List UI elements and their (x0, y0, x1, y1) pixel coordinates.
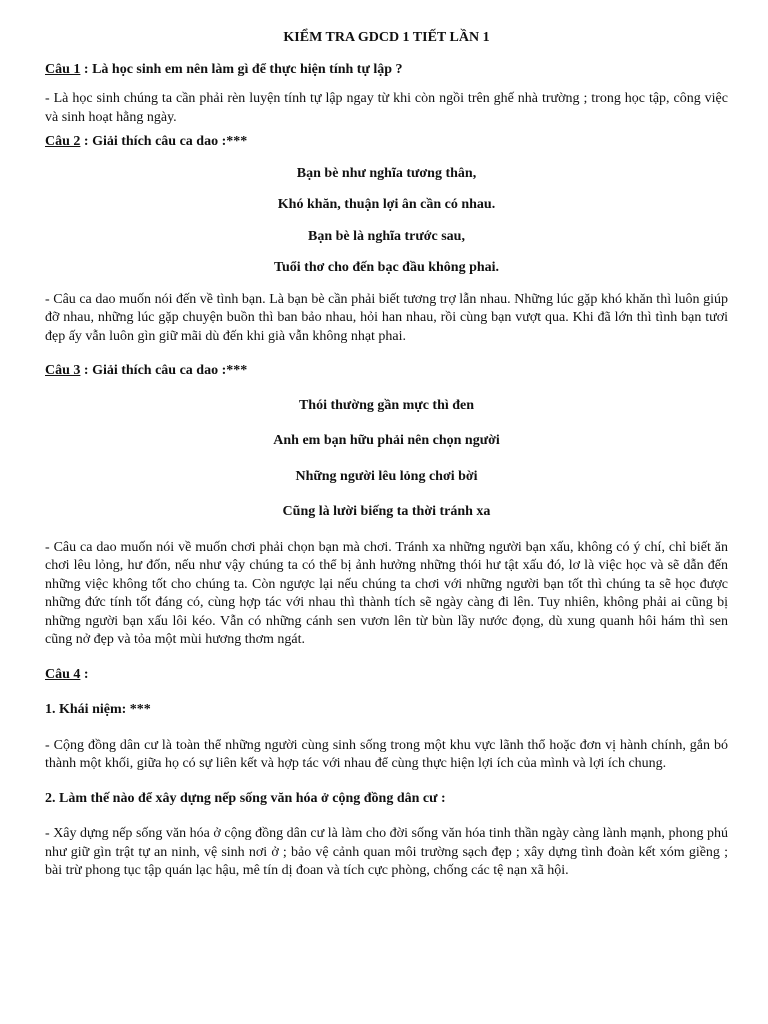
question-3-label: Câu 3 (45, 363, 81, 378)
question-2-answer: - Câu ca dao muốn nói đến về tình bạn. Là bạn bè cần phải biết tương trợ lẫn nhau. Những lúc gặp khó khăn thì luôn giúp đỡ nhau, những lúc gặp chuyện buồn thì ban bảo nhau, hỏi han nhau, rồi cùng bạn vượt qua. Khi đã lớn thì tình bạn tươi đẹp ấy vẫn luôn gìn giữ mãi dù đến khi già vẫn không nhạt phai. (45, 291, 728, 344)
question-3-text: : Giải thích câu ca dao :*** (80, 363, 248, 378)
poem-line: Cũng là lười biếng ta thời tránh xa (282, 504, 491, 519)
poem-line: Khó khăn, thuận lợi ân cần có nhau. (277, 197, 496, 212)
question-2-label: Câu 2 (45, 134, 81, 149)
question-1-heading (45, 61, 728, 80)
document-title: KIỂM TRA GDCD 1 TIẾT LẦN 1 (283, 30, 490, 45)
poem-line: Thói thường gần mực thì đen (298, 397, 475, 413)
question-4-heading (45, 666, 728, 685)
question-4-label: Câu 4 (45, 666, 81, 682)
question-4-text: : (80, 666, 89, 682)
poem-line: Những người lêu lỏng chơi bời (295, 468, 478, 484)
poem-line: Anh em bạn hữu phải nên chọn người (273, 433, 500, 448)
question-4-part-2-text: - Xây dựng nếp sống văn hóa ở cộng đồng dân cư là làm cho đời sống văn hóa tinh thần ngày càng lành mạnh, phong phú như giữ gìn trật tự an ninh, vệ sinh nơi ở ; bảo vệ cảnh quan môi trường sạch đẹp ; xây dựng tình đoàn kết xóm giềng ; bài trừ phong tục tập quán lạc hậu, mê tín dị đoan và tích cực phòng, chống các tệ nạn xã hội. (45, 826, 728, 878)
question-2-heading (45, 133, 728, 152)
question-1-label: Câu 1 (45, 61, 81, 77)
poem-line: Bạn bè như nghĩa tương thân, (296, 165, 477, 181)
question-2-text: : Giải thích câu ca dao :*** (80, 134, 248, 149)
question-3-heading (45, 362, 728, 381)
question-1-answer: - Là học sinh chúng ta cần phải rèn luyện tính tự lập ngay từ khi còn ngồi trên ghế nhà trường ; trong học tập, công việc và sinh hoạt hằng ngày. (45, 91, 728, 125)
question-1-text: : Là học sinh em nên làm gì để thực hiện tính tự lập ? (80, 61, 403, 77)
question-4-part-1-text: - Cộng đồng dân cư là toàn thể những người cùng sinh sống trong một khu vực lãnh thổ hoặc đơn vị hành chính, gắn bó thành một khối, giữa họ có sự liên kết và hợp tác với nhau để cùng thực hiện lợi ích của mình và lợi ích chung. (45, 737, 728, 771)
poem-line: Tuổi thơ cho đến bạc đầu không phai. (273, 260, 500, 275)
question-4-part-2-heading: 2. Làm thế nào để xây dựng nếp sống văn hóa ở cộng đồng dân cư : (45, 790, 446, 806)
question-3-answer: - Câu ca dao muốn nói về muốn chơi phải chọn bạn mà chơi. Tránh xa những người bạn xấu, không có ý chí, chỉ biết ăn chơi lêu lỏng, hư đốn, nếu như vậy chúng ta có thể bị ảnh hưởng những thói hư tật xấu đó, lơ là việc học và sẽ dẫn đến những việc không tốt cho chúng ta. Còn ngược lại nếu chúng ta chơi với những người bạn tốt thì chúng ta sẽ học được những đức tính tốt đáng có, cùng hợp tác với nhau thì thành tích sẽ ngày càng đi lên. Tuy nhiên, không phải ai cũng bị những người bạn xấu lôi kéo. Vẫn có những cánh sen vươn lên từ bùn lầy nước đọng, dù xung quanh hôi hám thì sen cũng nở đẹp và tỏa một mùi hương thơm ngát. (45, 539, 728, 647)
poem-line: Bạn bè là nghĩa trước sau, (308, 228, 465, 244)
question-4-part-1-heading: 1. Khái niệm: *** (45, 702, 151, 717)
